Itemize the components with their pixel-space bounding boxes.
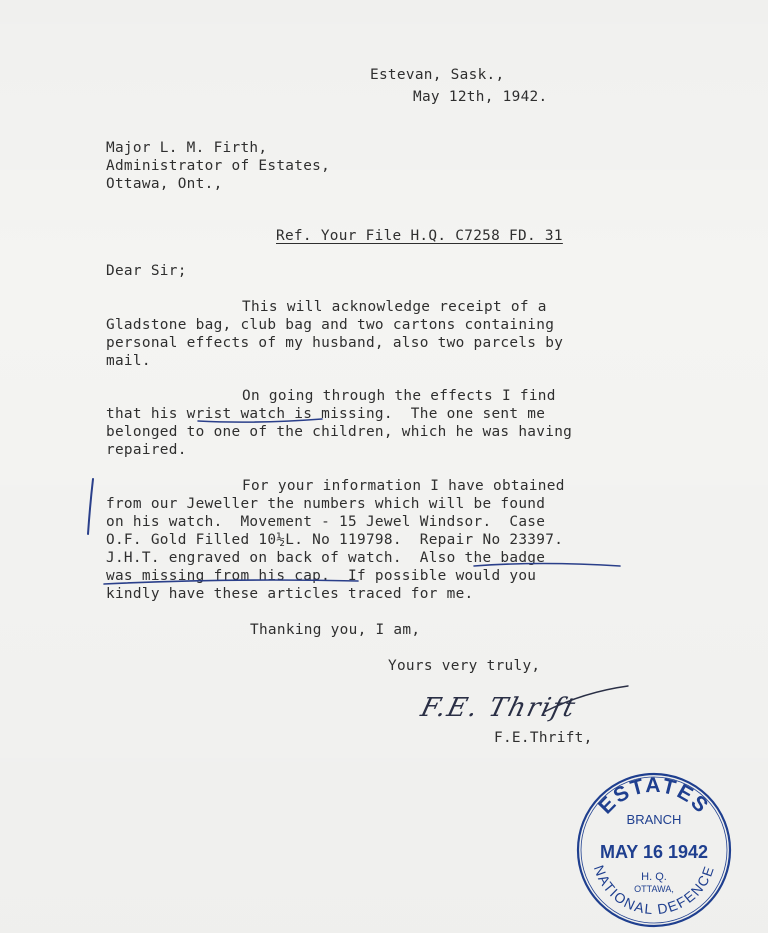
body-line: This will acknowledge receipt of a xyxy=(242,299,547,315)
recipient-name: Major L. M. Firth, xyxy=(106,140,268,156)
body-line: personal effects of my husband, also two parcels by xyxy=(106,335,564,351)
handwritten-signature xyxy=(417,682,634,732)
body-line: kindly have these articles traced for me. xyxy=(106,586,474,602)
header-place: Estevan, Sask., xyxy=(370,67,505,83)
body-line: For your information I have obtained xyxy=(242,478,565,494)
closing-valediction: Yours very truly, xyxy=(388,658,541,674)
body-line: mail. xyxy=(106,353,151,369)
pen-underline-wrist-watch xyxy=(198,419,322,422)
header-date: May 12th, 1942. xyxy=(413,89,548,105)
body-line: on his watch. Movement - 15 Jewel Windsor. Case xyxy=(106,514,546,530)
stamp-top-text: ESTATES xyxy=(594,773,714,819)
svg-text:F.E. Thrift: F.E. Thrift xyxy=(417,692,581,723)
body-line: belonged to one of the children, which he was having xyxy=(106,424,573,440)
body-line: that his wrist watch is missing. The one sent me xyxy=(106,406,546,422)
stamp-city: OTTAWA, xyxy=(634,884,674,894)
body-line: repaired. xyxy=(106,442,187,458)
body-line: was missing from his cap. If possible would you xyxy=(106,568,537,584)
body-line: J.H.T. engraved on back of watch. Also the badge xyxy=(106,550,546,566)
reference-line: Ref. Your File H.Q. C7258 FD. 31 xyxy=(276,228,563,244)
stamp-bottom-text: NATIONAL DEFENCE xyxy=(590,863,718,918)
body-line: On going through the effects I find xyxy=(242,388,556,404)
typed-name: F.E.Thrift, xyxy=(494,730,593,746)
estates-branch-stamp xyxy=(574,770,734,930)
body-line: from our Jeweller the numbers which will be found xyxy=(106,496,546,512)
recipient-title: Administrator of Estates, xyxy=(106,158,331,174)
salutation: Dear Sir; xyxy=(106,263,187,279)
stamp-branch: BRANCH xyxy=(626,812,682,827)
recipient-city: Ottawa, Ont., xyxy=(106,176,223,192)
body-line: O.F. Gold Filled 10½L. No 119798. Repair No 23397. xyxy=(106,532,564,548)
closing-thanks: Thanking you, I am, xyxy=(250,622,421,638)
pen-underline-badge xyxy=(474,564,620,567)
stamp-date: MAY 16 1942 xyxy=(599,842,709,862)
stamp-hq: H. Q. xyxy=(641,871,667,883)
body-line: Gladstone bag, club bag and two cartons containing xyxy=(106,317,555,333)
pen-margin-line xyxy=(88,479,93,534)
pen-underline-cap xyxy=(104,580,358,584)
